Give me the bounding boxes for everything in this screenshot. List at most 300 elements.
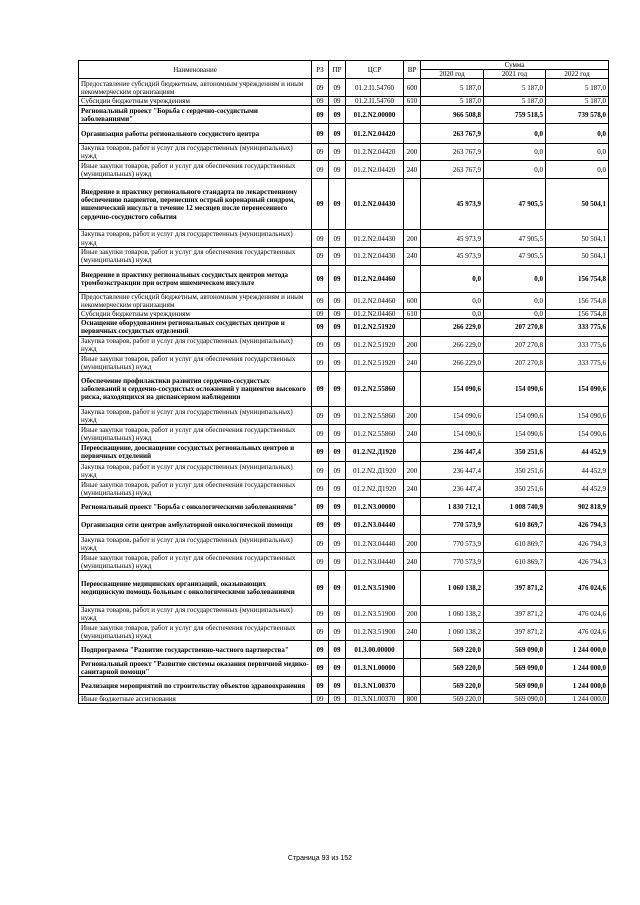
cell-sum-2020: 263 767,9 bbox=[421, 161, 484, 179]
cell-sum-2022: 5 187,0 bbox=[546, 79, 609, 97]
cell-csr: 01.2.N2.51920 bbox=[346, 318, 404, 336]
cell-sum-2021: 47 905,5 bbox=[484, 247, 546, 265]
cell-name: Обеспечение профилактики развития сердечно-сосудистых заболеваний и сердечно-сосудистых осложнений у пациентов высокого риска, находящихся на диспансерном наблюдении bbox=[79, 372, 312, 407]
cell-sum-2022: 0,0 bbox=[546, 161, 609, 179]
cell-vr: 200 bbox=[404, 230, 421, 247]
cell-sum-2020: 966 508,8 bbox=[421, 106, 484, 124]
table-row bbox=[79, 144, 609, 161]
cell-pr: 09 bbox=[329, 659, 346, 677]
header-2021: 2021 год bbox=[484, 70, 546, 79]
cell-csr: 01.3.N1.00000 bbox=[346, 659, 404, 677]
cell-vr bbox=[404, 659, 421, 677]
cell-rz: 09 bbox=[312, 106, 329, 124]
cell-sum-2020: 266 229,0 bbox=[421, 318, 484, 336]
cell-rz: 09 bbox=[312, 443, 329, 462]
cell-rz: 09 bbox=[312, 230, 329, 247]
cell-vr: 240 bbox=[404, 425, 421, 443]
cell-csr: 01.2.I1.54760 bbox=[346, 79, 404, 97]
cell-name: Иные закупки товаров, работ и услуг для обеспечения государственных (муниципальных) нужд bbox=[79, 354, 312, 372]
cell-csr: 01.2.N2.55860 bbox=[346, 407, 404, 425]
cell-vr: 200 bbox=[404, 336, 421, 353]
cell-sum-2020: 266 229,0 bbox=[421, 354, 484, 372]
cell-rz: 09 bbox=[312, 161, 329, 179]
table-row bbox=[79, 498, 609, 516]
cell-vr: 200 bbox=[404, 606, 421, 623]
cell-pr: 09 bbox=[329, 516, 346, 535]
cell-sum-2020: 236 447,4 bbox=[421, 462, 484, 480]
cell-name: Закупка товаров, работ и услуг для государственных (муниципальных) нужд bbox=[79, 336, 312, 353]
cell-sum-2020: 236 447,4 bbox=[421, 443, 484, 462]
cell-sum-2022: 0,0 bbox=[546, 124, 609, 144]
cell-sum-2022: 333 775,6 bbox=[546, 336, 609, 353]
cell-csr: 01.2.N2.55860 bbox=[346, 372, 404, 407]
cell-sum-2020: 569 220,0 bbox=[421, 695, 484, 704]
cell-sum-2020: 1 060 138,2 bbox=[421, 623, 484, 641]
cell-vr: 240 bbox=[404, 247, 421, 265]
cell-sum-2022: 5 187,0 bbox=[546, 97, 609, 106]
cell-sum-2021: 0,0 bbox=[484, 144, 546, 161]
cell-csr: 01.2.N2.04420 bbox=[346, 161, 404, 179]
cell-sum-2022: 1 244 000,0 bbox=[546, 659, 609, 677]
cell-pr: 09 bbox=[329, 318, 346, 336]
cell-sum-2020: 5 187,0 bbox=[421, 79, 484, 97]
cell-name: Организация сети центров амбулаторной онкологической помощи bbox=[79, 516, 312, 535]
cell-rz: 09 bbox=[312, 480, 329, 498]
cell-rz: 09 bbox=[312, 695, 329, 704]
table-row bbox=[79, 354, 609, 372]
table-row bbox=[79, 230, 609, 247]
cell-sum-2021: 207 270,8 bbox=[484, 318, 546, 336]
table-row bbox=[79, 79, 609, 97]
cell-rz: 09 bbox=[312, 124, 329, 144]
cell-vr: 240 bbox=[404, 354, 421, 372]
table-row bbox=[79, 407, 609, 425]
cell-name: Иные закупки товаров, работ и услуг для обеспечения государственных (муниципальных) нужд bbox=[79, 247, 312, 265]
cell-sum-2021: 569 090,0 bbox=[484, 695, 546, 704]
cell-pr: 09 bbox=[329, 571, 346, 606]
cell-sum-2020: 1 060 138,2 bbox=[421, 571, 484, 606]
cell-sum-2022: 0,0 bbox=[546, 144, 609, 161]
cell-rz: 09 bbox=[312, 292, 329, 309]
cell-sum-2022: 156 754,8 bbox=[546, 265, 609, 292]
table-row bbox=[79, 641, 609, 659]
cell-sum-2020: 236 447,4 bbox=[421, 480, 484, 498]
cell-pr: 09 bbox=[329, 97, 346, 106]
cell-sum-2020: 770 573,9 bbox=[421, 553, 484, 571]
cell-sum-2022: 426 794,3 bbox=[546, 535, 609, 553]
cell-pr: 09 bbox=[329, 265, 346, 292]
cell-pr: 09 bbox=[329, 144, 346, 161]
cell-vr: 600 bbox=[404, 292, 421, 309]
cell-sum-2021: 350 251,6 bbox=[484, 462, 546, 480]
cell-rz: 09 bbox=[312, 407, 329, 425]
header-pr: ПР bbox=[329, 61, 346, 79]
cell-name: Подпрограмма "Развитие государственно-частного партнерства" bbox=[79, 641, 312, 659]
cell-name: Закупка товаров, работ и услуг для государственных (муниципальных) нужд bbox=[79, 606, 312, 623]
cell-vr bbox=[404, 179, 421, 230]
cell-vr: 200 bbox=[404, 144, 421, 161]
cell-sum-2021: 47 905,5 bbox=[484, 179, 546, 230]
table-row bbox=[79, 161, 609, 179]
cell-rz: 09 bbox=[312, 553, 329, 571]
table-row bbox=[79, 695, 609, 704]
cell-sum-2021: 154 090,6 bbox=[484, 372, 546, 407]
cell-sum-2022: 426 794,3 bbox=[546, 516, 609, 535]
cell-sum-2021: 0,0 bbox=[484, 292, 546, 309]
cell-name: Организация работы регионального сосудистого центра bbox=[79, 124, 312, 144]
cell-sum-2022: 333 775,6 bbox=[546, 318, 609, 336]
cell-vr: 240 bbox=[404, 480, 421, 498]
cell-sum-2022: 44 452,9 bbox=[546, 443, 609, 462]
cell-pr: 09 bbox=[329, 535, 346, 553]
table-body bbox=[79, 79, 609, 704]
cell-name: Иные закупки товаров, работ и услуг для обеспечения государственных (муниципальных) нужд bbox=[79, 480, 312, 498]
cell-name: Региональный проект "Борьба с онкологическими заболеваниями" bbox=[79, 498, 312, 516]
cell-sum-2020: 0,0 bbox=[421, 292, 484, 309]
cell-sum-2022: 476 024,6 bbox=[546, 571, 609, 606]
cell-csr: 01.2.N2.Д1920 bbox=[346, 480, 404, 498]
cell-sum-2021: 397 871,2 bbox=[484, 623, 546, 641]
cell-vr: 200 bbox=[404, 407, 421, 425]
cell-sum-2020: 770 573,9 bbox=[421, 516, 484, 535]
cell-pr: 09 bbox=[329, 161, 346, 179]
cell-rz: 09 bbox=[312, 265, 329, 292]
cell-name: Внедрение в практику региональных сосудистых центров метода тромбоэкстракции при остром ишемическом инсульте bbox=[79, 265, 312, 292]
cell-vr bbox=[404, 443, 421, 462]
cell-name: Закупка товаров, работ и услуг для государственных (муниципальных) нужд bbox=[79, 407, 312, 425]
cell-sum-2021: 0,0 bbox=[484, 161, 546, 179]
cell-name: Субсидии бюджетным учреждениям bbox=[79, 309, 312, 318]
cell-vr bbox=[404, 498, 421, 516]
cell-pr: 09 bbox=[329, 553, 346, 571]
cell-sum-2020: 154 090,6 bbox=[421, 407, 484, 425]
cell-csr: 01.2.N2.51920 bbox=[346, 336, 404, 353]
cell-name: Субсидии бюджетным учреждениям bbox=[79, 97, 312, 106]
cell-sum-2022: 1 244 000,0 bbox=[546, 641, 609, 659]
table-row bbox=[79, 97, 609, 106]
table-row bbox=[79, 553, 609, 571]
cell-csr: 01.2.N2.04460 bbox=[346, 265, 404, 292]
cell-vr: 600 bbox=[404, 79, 421, 97]
cell-rz: 09 bbox=[312, 318, 329, 336]
cell-csr: 01.3.N1.00370 bbox=[346, 695, 404, 704]
cell-pr: 09 bbox=[329, 641, 346, 659]
cell-sum-2021: 1 008 740,9 bbox=[484, 498, 546, 516]
cell-vr bbox=[404, 106, 421, 124]
cell-csr: 01.2.N2.04430 bbox=[346, 230, 404, 247]
cell-vr bbox=[404, 124, 421, 144]
cell-rz: 09 bbox=[312, 179, 329, 230]
header-rz: РЗ bbox=[312, 61, 329, 79]
cell-sum-2021: 759 518,5 bbox=[484, 106, 546, 124]
cell-sum-2022: 476 024,6 bbox=[546, 623, 609, 641]
cell-rz: 09 bbox=[312, 641, 329, 659]
cell-vr bbox=[404, 372, 421, 407]
cell-sum-2020: 569 220,0 bbox=[421, 677, 484, 695]
cell-pr: 09 bbox=[329, 230, 346, 247]
cell-pr: 09 bbox=[329, 336, 346, 353]
cell-pr: 09 bbox=[329, 462, 346, 480]
table-row bbox=[79, 124, 609, 144]
cell-name: Иные бюджетные ассигнования bbox=[79, 695, 312, 704]
cell-sum-2022: 154 090,6 bbox=[546, 407, 609, 425]
cell-rz: 09 bbox=[312, 425, 329, 443]
cell-sum-2022: 154 090,6 bbox=[546, 372, 609, 407]
cell-sum-2021: 610 869,7 bbox=[484, 535, 546, 553]
cell-name: Оснащение оборудованием региональных сосудистых центров и первичных сосудистых отделений bbox=[79, 318, 312, 336]
cell-sum-2022: 50 504,1 bbox=[546, 179, 609, 230]
cell-rz: 09 bbox=[312, 677, 329, 695]
cell-sum-2020: 45 973,9 bbox=[421, 247, 484, 265]
cell-vr: 240 bbox=[404, 623, 421, 641]
table-row bbox=[79, 571, 609, 606]
cell-sum-2021: 610 869,7 bbox=[484, 553, 546, 571]
cell-sum-2021: 154 090,6 bbox=[484, 407, 546, 425]
cell-csr: 01.2.N2.04420 bbox=[346, 124, 404, 144]
cell-pr: 09 bbox=[329, 372, 346, 407]
table-row bbox=[79, 623, 609, 641]
cell-sum-2020: 1 060 138,2 bbox=[421, 606, 484, 623]
cell-vr bbox=[404, 265, 421, 292]
cell-sum-2020: 45 973,9 bbox=[421, 230, 484, 247]
cell-name: Иные закупки товаров, работ и услуг для обеспечения государственных (муниципальных) нужд bbox=[79, 425, 312, 443]
cell-rz: 09 bbox=[312, 97, 329, 106]
table-row bbox=[79, 309, 609, 318]
cell-vr: 200 bbox=[404, 535, 421, 553]
cell-rz: 09 bbox=[312, 606, 329, 623]
cell-csr: 01.2.N3.04440 bbox=[346, 516, 404, 535]
table-row bbox=[79, 480, 609, 498]
cell-sum-2020: 266 229,0 bbox=[421, 336, 484, 353]
cell-sum-2021: 350 251,6 bbox=[484, 443, 546, 462]
cell-name: Иные закупки товаров, работ и услуг для обеспечения государственных (муниципальных) нужд bbox=[79, 161, 312, 179]
cell-rz: 09 bbox=[312, 79, 329, 97]
cell-pr: 09 bbox=[329, 309, 346, 318]
cell-csr: 01.2.N2.04460 bbox=[346, 292, 404, 309]
cell-pr: 09 bbox=[329, 179, 346, 230]
cell-vr: 610 bbox=[404, 97, 421, 106]
cell-sum-2020: 770 573,9 bbox=[421, 535, 484, 553]
cell-name: Предоставление субсидий бюджетным, автономным учреждениям и иным некоммерческим организациям bbox=[79, 292, 312, 309]
cell-pr: 09 bbox=[329, 480, 346, 498]
cell-csr: 01.2.N3.51900 bbox=[346, 571, 404, 606]
table-row bbox=[79, 443, 609, 462]
cell-sum-2022: 902 818,9 bbox=[546, 498, 609, 516]
cell-pr: 09 bbox=[329, 124, 346, 144]
header-2022: 2022 год bbox=[546, 70, 609, 79]
cell-sum-2022: 739 578,0 bbox=[546, 106, 609, 124]
cell-sum-2022: 44 452,9 bbox=[546, 480, 609, 498]
cell-pr: 09 bbox=[329, 498, 346, 516]
cell-pr: 09 bbox=[329, 292, 346, 309]
cell-vr: 800 bbox=[404, 695, 421, 704]
cell-rz: 09 bbox=[312, 309, 329, 318]
cell-rz: 09 bbox=[312, 462, 329, 480]
cell-vr: 240 bbox=[404, 161, 421, 179]
cell-vr bbox=[404, 571, 421, 606]
table-row bbox=[79, 516, 609, 535]
cell-name: Региональный проект "Развитие системы оказания первичной медико-санитарной помощи" bbox=[79, 659, 312, 677]
cell-pr: 09 bbox=[329, 623, 346, 641]
cell-csr: 01.2.N2.00000 bbox=[346, 106, 404, 124]
cell-sum-2021: 569 090,0 bbox=[484, 641, 546, 659]
table-row bbox=[79, 265, 609, 292]
cell-sum-2021: 610 869,7 bbox=[484, 516, 546, 535]
table-row bbox=[79, 659, 609, 677]
cell-name: Реализация мероприятий по строительству объектов здравоохранения bbox=[79, 677, 312, 695]
cell-pr: 09 bbox=[329, 606, 346, 623]
cell-csr: 01.2.N2.55860 bbox=[346, 425, 404, 443]
cell-name: Переоснащение медицинских организаций, оказывающих медицинскую помощь больным с онкологическими заболеваниями bbox=[79, 571, 312, 606]
cell-name: Внедрение в практику регионального стандарта по лекарственному обеспечению пациентов, перенесших острый коронарный синдром, ишемический инсульт в течение 12 месяцев после перенесенного сердечно-сосудистого события bbox=[79, 179, 312, 230]
cell-sum-2021: 397 871,2 bbox=[484, 606, 546, 623]
page-footer: Страница 93 из 152 bbox=[287, 855, 353, 862]
cell-sum-2020: 569 220,0 bbox=[421, 659, 484, 677]
cell-rz: 09 bbox=[312, 516, 329, 535]
cell-pr: 09 bbox=[329, 247, 346, 265]
cell-csr: 01.2.N3.04440 bbox=[346, 535, 404, 553]
cell-sum-2021: 5 187,0 bbox=[484, 79, 546, 97]
cell-rz: 09 bbox=[312, 336, 329, 353]
cell-sum-2020: 0,0 bbox=[421, 265, 484, 292]
cell-rz: 09 bbox=[312, 623, 329, 641]
header-name: Наименование bbox=[79, 61, 312, 79]
cell-csr: 01.2.N3.04440 bbox=[346, 553, 404, 571]
cell-rz: 09 bbox=[312, 247, 329, 265]
cell-rz: 09 bbox=[312, 535, 329, 553]
cell-sum-2022: 156 754,8 bbox=[546, 309, 609, 318]
cell-sum-2021: 207 270,8 bbox=[484, 336, 546, 353]
cell-rz: 09 bbox=[312, 659, 329, 677]
cell-csr: 01.2.N2.04420 bbox=[346, 144, 404, 161]
cell-pr: 09 bbox=[329, 79, 346, 97]
cell-sum-2020: 45 973,9 bbox=[421, 179, 484, 230]
cell-name: Переоснащение, дооснащение сосудистых региональных центров и первичных отделений bbox=[79, 443, 312, 462]
cell-csr: 01.3.N1.00370 bbox=[346, 677, 404, 695]
cell-vr: 200 bbox=[404, 462, 421, 480]
cell-pr: 09 bbox=[329, 695, 346, 704]
cell-csr: 01.2.N2.51920 bbox=[346, 354, 404, 372]
cell-sum-2022: 50 504,1 bbox=[546, 230, 609, 247]
cell-sum-2020: 263 767,9 bbox=[421, 144, 484, 161]
cell-sum-2022: 50 504,1 bbox=[546, 247, 609, 265]
table-row bbox=[79, 318, 609, 336]
cell-pr: 09 bbox=[329, 407, 346, 425]
header-vr: ВР bbox=[404, 61, 421, 79]
table-row bbox=[79, 247, 609, 265]
cell-pr: 09 bbox=[329, 354, 346, 372]
table-row bbox=[79, 462, 609, 480]
cell-csr: 01.2.N2.Д1920 bbox=[346, 462, 404, 480]
cell-name: Иные закупки товаров, работ и услуг для обеспечения государственных (муниципальных) нужд bbox=[79, 623, 312, 641]
cell-vr bbox=[404, 516, 421, 535]
cell-csr: 01.3.00.00000 bbox=[346, 641, 404, 659]
cell-sum-2021: 154 090,6 bbox=[484, 425, 546, 443]
cell-rz: 09 bbox=[312, 372, 329, 407]
cell-sum-2022: 1 244 000,0 bbox=[546, 695, 609, 704]
cell-vr bbox=[404, 677, 421, 695]
cell-sum-2021: 47 905,5 bbox=[484, 230, 546, 247]
cell-rz: 09 bbox=[312, 354, 329, 372]
cell-sum-2022: 44 452,9 bbox=[546, 462, 609, 480]
cell-name: Иные закупки товаров, работ и услуг для обеспечения государственных (муниципальных) нужд bbox=[79, 553, 312, 571]
cell-sum-2020: 0,0 bbox=[421, 309, 484, 318]
cell-sum-2021: 207 270,8 bbox=[484, 354, 546, 372]
cell-sum-2022: 1 244 000,0 bbox=[546, 677, 609, 695]
cell-csr: 01.2.N2.Д1920 bbox=[346, 443, 404, 462]
cell-sum-2021: 569 090,0 bbox=[484, 677, 546, 695]
cell-sum-2022: 476 024,6 bbox=[546, 606, 609, 623]
cell-csr: 01.2.N2.04430 bbox=[346, 247, 404, 265]
header-sum: Сумма bbox=[421, 61, 609, 70]
cell-sum-2022: 156 754,8 bbox=[546, 292, 609, 309]
cell-name: Региональный проект "Борьба с сердечно-сосудистыми заболеваниями" bbox=[79, 106, 312, 124]
table-row bbox=[79, 292, 609, 309]
cell-sum-2021: 0,0 bbox=[484, 309, 546, 318]
cell-vr: 240 bbox=[404, 553, 421, 571]
cell-sum-2022: 426 794,3 bbox=[546, 553, 609, 571]
table-row bbox=[79, 106, 609, 124]
cell-sum-2021: 569 090,0 bbox=[484, 659, 546, 677]
cell-csr: 01.2.N2.04430 bbox=[346, 179, 404, 230]
cell-name: Закупка товаров, работ и услуг для государственных (муниципальных) нужд bbox=[79, 535, 312, 553]
cell-pr: 09 bbox=[329, 443, 346, 462]
table-row bbox=[79, 677, 609, 695]
cell-csr: 01.2.N3.51900 bbox=[346, 623, 404, 641]
cell-sum-2021: 0,0 bbox=[484, 124, 546, 144]
cell-sum-2021: 350 251,6 bbox=[484, 480, 546, 498]
cell-csr: 01.2.N3.00000 bbox=[346, 498, 404, 516]
cell-sum-2022: 333 775,6 bbox=[546, 354, 609, 372]
budget-table bbox=[78, 60, 609, 704]
cell-name: Предоставление субсидий бюджетным, автономным учреждениям и иным некоммерческим организациям bbox=[79, 79, 312, 97]
cell-rz: 09 bbox=[312, 571, 329, 606]
cell-name: Закупка товаров, работ и услуг для государственных (муниципальных) нужд bbox=[79, 144, 312, 161]
cell-vr bbox=[404, 318, 421, 336]
cell-vr: 610 bbox=[404, 309, 421, 318]
cell-sum-2021: 0,0 bbox=[484, 265, 546, 292]
table-row bbox=[79, 535, 609, 553]
header-csr: ЦСР bbox=[346, 61, 404, 79]
cell-rz: 09 bbox=[312, 144, 329, 161]
cell-sum-2020: 1 830 712,1 bbox=[421, 498, 484, 516]
cell-pr: 09 bbox=[329, 677, 346, 695]
cell-name: Закупка товаров, работ и услуг для государственных (муниципальных) нужд bbox=[79, 230, 312, 247]
cell-csr: 01.2.N3.51900 bbox=[346, 606, 404, 623]
cell-sum-2020: 154 090,6 bbox=[421, 425, 484, 443]
cell-csr: 01.2.N2.04460 bbox=[346, 309, 404, 318]
cell-rz: 09 bbox=[312, 498, 329, 516]
header-2020: 2020 год bbox=[421, 70, 484, 79]
cell-sum-2020: 5 187,0 bbox=[421, 97, 484, 106]
table-row bbox=[79, 179, 609, 230]
cell-csr: 01.2.I1.54760 bbox=[346, 97, 404, 106]
table-row bbox=[79, 606, 609, 623]
cell-vr bbox=[404, 641, 421, 659]
cell-sum-2021: 397 871,2 bbox=[484, 571, 546, 606]
cell-pr: 09 bbox=[329, 425, 346, 443]
table-header bbox=[79, 61, 609, 79]
cell-sum-2020: 263 767,9 bbox=[421, 124, 484, 144]
table-row bbox=[79, 372, 609, 407]
cell-sum-2022: 154 090,6 bbox=[546, 425, 609, 443]
cell-sum-2021: 5 187,0 bbox=[484, 97, 546, 106]
table-row bbox=[79, 425, 609, 443]
cell-name: Закупка товаров, работ и услуг для государственных (муниципальных) нужд bbox=[79, 462, 312, 480]
table-row bbox=[79, 336, 609, 353]
cell-sum-2020: 569 220,0 bbox=[421, 641, 484, 659]
cell-pr: 09 bbox=[329, 106, 346, 124]
